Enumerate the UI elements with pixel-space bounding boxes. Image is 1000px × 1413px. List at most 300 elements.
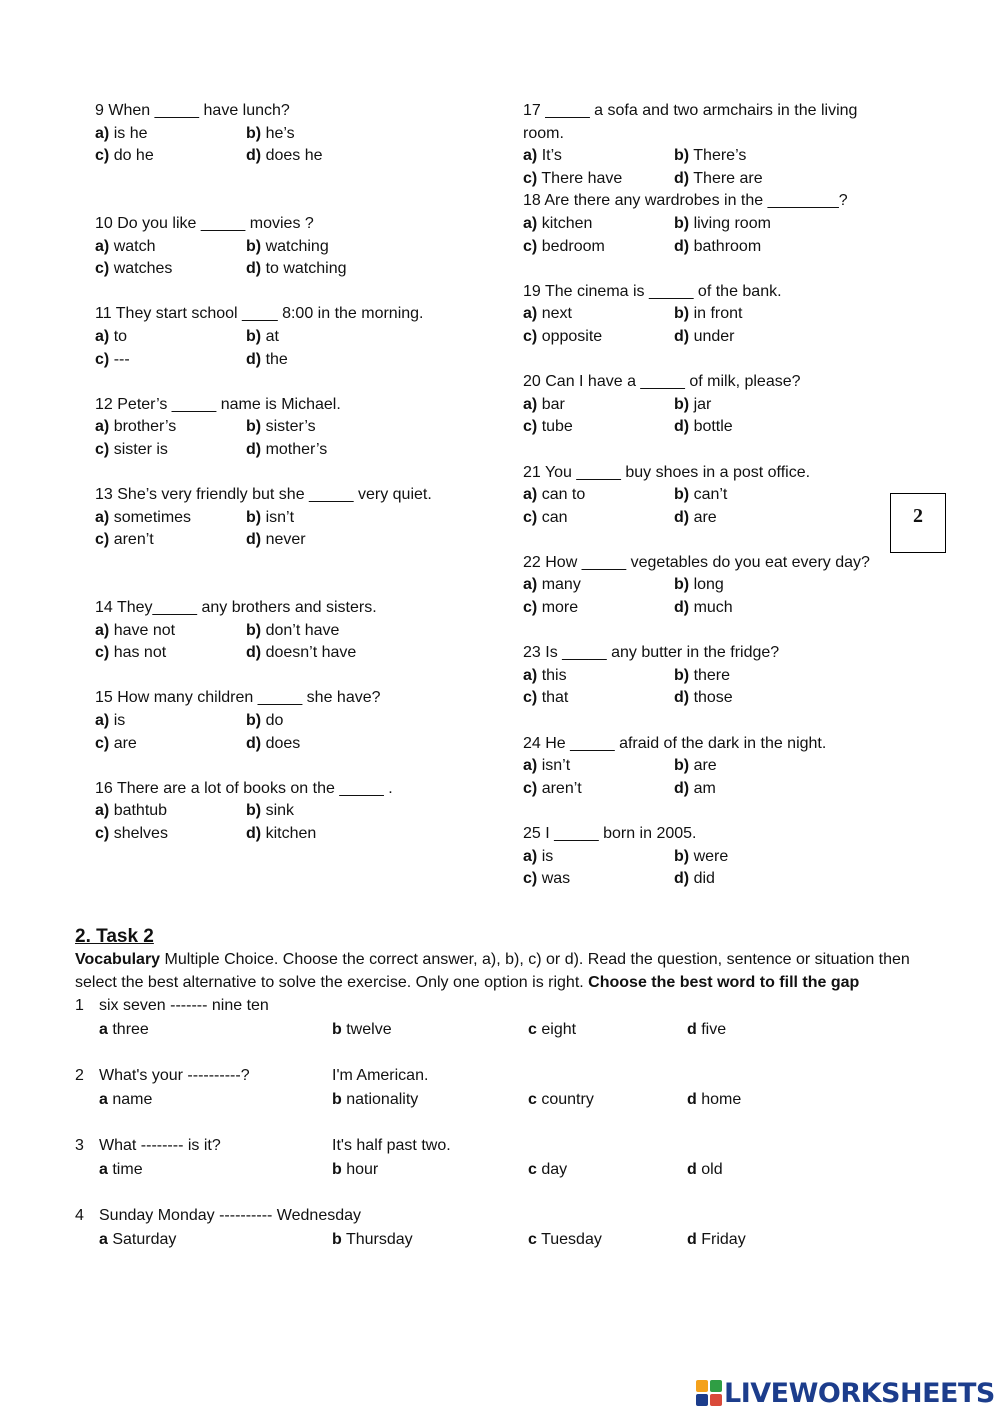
answer-option[interactable] bbox=[246, 507, 294, 530]
option-text: aren’t bbox=[541, 779, 582, 797]
option-letter: c) bbox=[95, 440, 110, 458]
option-letter: d) bbox=[246, 644, 262, 662]
answer-option[interactable] bbox=[523, 213, 592, 236]
question-text: 10 Do you like _____ movies ? bbox=[95, 214, 314, 232]
option-letter: d) bbox=[246, 531, 262, 549]
option-text: the bbox=[265, 350, 288, 368]
question-item bbox=[95, 100, 495, 213]
question-text: 11 They start school ____ 8:00 in the morning. bbox=[95, 305, 424, 323]
option-text: brother’s bbox=[113, 418, 177, 436]
option-text: under bbox=[693, 327, 735, 345]
option-text: sister’s bbox=[265, 418, 316, 436]
answer-option[interactable] bbox=[523, 687, 568, 710]
score-box bbox=[890, 493, 946, 553]
option-letter: a) bbox=[523, 757, 538, 775]
answer-option[interactable] bbox=[674, 213, 771, 236]
option-text: more bbox=[541, 599, 579, 617]
answer-option[interactable] bbox=[523, 868, 570, 891]
option-letter: a bbox=[99, 1161, 108, 1179]
answer-option[interactable] bbox=[523, 574, 581, 597]
spacer bbox=[523, 800, 893, 823]
option-letter: b) bbox=[674, 847, 690, 865]
option-letter: d) bbox=[246, 260, 262, 278]
answer-option[interactable] bbox=[523, 168, 622, 191]
option-letter: d) bbox=[246, 440, 262, 458]
answer-option[interactable] bbox=[523, 597, 578, 620]
option-text: is bbox=[541, 847, 554, 865]
option-text: home bbox=[701, 1091, 742, 1109]
option-letter: d) bbox=[246, 734, 262, 752]
option-text: sink bbox=[265, 802, 295, 820]
question-text-continued: room. bbox=[523, 124, 564, 142]
option-text: bedroom bbox=[541, 237, 605, 255]
option-letter: d) bbox=[674, 418, 690, 436]
option-row bbox=[523, 665, 893, 688]
vocabulary-option[interactable] bbox=[528, 1088, 594, 1112]
option-row bbox=[95, 416, 495, 439]
answer-option[interactable] bbox=[674, 416, 733, 439]
option-row bbox=[95, 733, 495, 756]
vocabulary-options-row bbox=[75, 1088, 935, 1112]
answer-option[interactable] bbox=[523, 303, 572, 326]
option-text: are bbox=[693, 757, 717, 775]
answer-option[interactable] bbox=[95, 145, 154, 168]
option-letter: a bbox=[99, 1231, 108, 1249]
option-letter: a) bbox=[95, 327, 110, 345]
vocabulary-option[interactable] bbox=[528, 1228, 602, 1252]
answer-option[interactable] bbox=[246, 258, 347, 281]
spacer bbox=[95, 168, 495, 191]
question-text: 21 You _____ buy shoes in a post office. bbox=[523, 463, 811, 481]
option-letter: c bbox=[528, 1231, 537, 1249]
option-text: does he bbox=[265, 147, 323, 165]
option-letter: c bbox=[528, 1091, 537, 1109]
option-letter: c) bbox=[95, 825, 110, 842]
option-letter: c) bbox=[95, 644, 110, 662]
answer-option[interactable] bbox=[95, 326, 127, 349]
vocabulary-item bbox=[75, 1064, 935, 1112]
spacer bbox=[95, 755, 495, 778]
option-text: in front bbox=[693, 305, 743, 323]
option-letter: a) bbox=[523, 576, 538, 594]
answer-option[interactable] bbox=[95, 529, 154, 552]
option-text: day bbox=[541, 1161, 568, 1179]
task2-title: 2. Task 2 bbox=[75, 926, 154, 947]
answer-option[interactable] bbox=[246, 642, 356, 665]
option-letter: c) bbox=[523, 169, 538, 187]
option-text: twelve bbox=[346, 1021, 392, 1039]
option-letter: c) bbox=[523, 870, 538, 888]
logo-tile-icon bbox=[696, 1380, 708, 1392]
instruction-bold-start: Vocabulary bbox=[75, 951, 161, 968]
logo-icon bbox=[696, 1380, 722, 1406]
answer-option[interactable] bbox=[523, 484, 585, 507]
answer-option[interactable] bbox=[95, 439, 168, 462]
answer-option[interactable] bbox=[95, 349, 130, 372]
option-letter: b) bbox=[246, 621, 262, 639]
option-text: bottle bbox=[693, 418, 733, 436]
option-letter: a) bbox=[95, 802, 110, 820]
answer-option[interactable] bbox=[523, 145, 562, 168]
vocabulary-option[interactable] bbox=[99, 1228, 176, 1252]
question-item bbox=[95, 687, 495, 777]
option-text: am bbox=[693, 779, 716, 797]
option-text: name bbox=[112, 1091, 153, 1109]
option-row bbox=[523, 303, 893, 326]
question-item bbox=[523, 281, 893, 371]
question-item bbox=[523, 371, 893, 461]
option-text: he’s bbox=[265, 124, 295, 142]
question-item bbox=[95, 394, 495, 484]
option-letter: d) bbox=[674, 599, 690, 617]
option-row bbox=[95, 326, 495, 349]
question-text: 12 Peter’s _____ name is Michael. bbox=[95, 395, 341, 413]
option-letter: b) bbox=[246, 418, 262, 436]
spacer bbox=[95, 371, 495, 394]
option-text: tube bbox=[541, 418, 573, 436]
question-text: 13 She’s very friendly but she _____ very quiet. bbox=[95, 486, 432, 504]
option-row bbox=[95, 439, 495, 462]
option-row bbox=[523, 484, 893, 507]
option-letter: a) bbox=[523, 147, 538, 165]
option-text: is he bbox=[113, 124, 148, 142]
answer-option[interactable] bbox=[674, 665, 730, 688]
option-text: bar bbox=[541, 395, 565, 413]
answer-option[interactable] bbox=[523, 326, 602, 349]
option-text: does bbox=[265, 734, 301, 752]
answer-option[interactable] bbox=[523, 236, 605, 259]
answer-option[interactable] bbox=[246, 326, 279, 349]
option-row bbox=[95, 823, 495, 846]
question-item bbox=[523, 552, 893, 642]
vocabulary-option[interactable] bbox=[528, 1018, 576, 1042]
answer-option[interactable] bbox=[674, 778, 716, 801]
vocabulary-option[interactable] bbox=[528, 1158, 567, 1182]
option-text: many bbox=[541, 576, 581, 594]
answer-option[interactable] bbox=[95, 416, 176, 439]
option-text: There’s bbox=[693, 147, 747, 165]
option-text: living room bbox=[693, 214, 771, 232]
option-text: kitchen bbox=[265, 825, 317, 842]
option-text: opposite bbox=[541, 327, 603, 345]
vocabulary-option[interactable] bbox=[99, 1018, 149, 1042]
option-text: to bbox=[113, 327, 128, 345]
answer-option[interactable] bbox=[246, 800, 294, 823]
vocabulary-option[interactable] bbox=[99, 1088, 152, 1112]
vocabulary-question-row bbox=[75, 994, 935, 1018]
option-letter: d bbox=[687, 1231, 697, 1249]
question-item bbox=[523, 733, 893, 823]
vocabulary-item bbox=[75, 994, 935, 1042]
answer-option[interactable] bbox=[674, 145, 746, 168]
option-text: sister is bbox=[113, 440, 168, 458]
vocabulary-question-row bbox=[75, 1134, 935, 1158]
option-text: those bbox=[693, 689, 733, 707]
instruction-bold-end: Choose the best word to fill the gap bbox=[588, 973, 860, 991]
question-text: 23 Is _____ any butter in the fridge? bbox=[523, 644, 780, 662]
option-letter: c) bbox=[95, 147, 110, 165]
answer-option[interactable] bbox=[674, 236, 761, 259]
vocabulary-question-row bbox=[75, 1064, 935, 1088]
answer-option[interactable] bbox=[674, 597, 733, 620]
spacer bbox=[523, 258, 893, 281]
vocabulary-options-row bbox=[75, 1018, 935, 1042]
question-text: 15 How many children _____ she have? bbox=[95, 689, 381, 707]
answer-option[interactable] bbox=[523, 755, 570, 778]
task2-instructions bbox=[75, 949, 935, 994]
answer-option[interactable] bbox=[674, 507, 717, 530]
option-letter: a) bbox=[95, 124, 110, 142]
vocabulary-option[interactable] bbox=[332, 1228, 413, 1252]
option-text: --- bbox=[113, 350, 130, 368]
option-text: that bbox=[541, 689, 569, 707]
option-text: watch bbox=[113, 237, 156, 255]
option-letter: b) bbox=[246, 802, 262, 820]
option-letter: c) bbox=[523, 327, 538, 345]
logo-text: LIVEWORKSHEETS bbox=[724, 1377, 995, 1409]
spacer bbox=[523, 349, 893, 372]
option-letter: a) bbox=[95, 418, 110, 436]
answer-option[interactable] bbox=[674, 303, 742, 326]
option-text: aren’t bbox=[113, 531, 154, 549]
option-letter: a) bbox=[95, 712, 110, 730]
option-row bbox=[523, 687, 893, 710]
answer-option[interactable] bbox=[674, 394, 711, 417]
option-text: doesn’t have bbox=[265, 644, 357, 662]
option-text: do bbox=[265, 712, 284, 730]
answer-option[interactable] bbox=[246, 733, 300, 756]
question-text: 16 There are a lot of books on the _____ . bbox=[95, 779, 393, 797]
option-row bbox=[95, 710, 495, 733]
question-item bbox=[95, 484, 495, 597]
option-letter: d bbox=[687, 1021, 697, 1039]
option-letter: b) bbox=[674, 666, 690, 684]
answer-option[interactable] bbox=[523, 846, 553, 869]
option-letter: d) bbox=[674, 779, 690, 797]
option-letter: a bbox=[99, 1021, 108, 1039]
vocabulary-option[interactable] bbox=[687, 1018, 726, 1042]
answer-option[interactable] bbox=[674, 755, 717, 778]
spacer bbox=[95, 552, 495, 575]
option-letter: c) bbox=[523, 418, 538, 436]
option-letter: d) bbox=[674, 870, 690, 888]
vocabulary-list bbox=[75, 994, 935, 1252]
question-text: 17 _____ a sofa and two armchairs in the living bbox=[523, 102, 858, 119]
vocabulary-option[interactable] bbox=[687, 1158, 723, 1182]
option-row bbox=[95, 145, 495, 168]
vocabulary-option[interactable] bbox=[332, 1018, 392, 1042]
option-text: was bbox=[541, 870, 571, 888]
option-text: don’t have bbox=[265, 621, 340, 639]
answer-option[interactable] bbox=[674, 574, 724, 597]
question-text: 19 The cinema is _____ of the bank. bbox=[523, 282, 782, 300]
option-letter: d bbox=[687, 1091, 697, 1109]
vocabulary-options-row bbox=[75, 1158, 935, 1182]
option-text: much bbox=[693, 599, 733, 617]
option-letter: c) bbox=[95, 350, 110, 368]
vocabulary-option[interactable] bbox=[99, 1158, 143, 1182]
answer-option[interactable] bbox=[674, 687, 733, 710]
question-item bbox=[95, 778, 495, 846]
option-text: never bbox=[265, 531, 306, 549]
option-letter: c) bbox=[523, 689, 538, 707]
answer-option[interactable] bbox=[674, 326, 734, 349]
answer-option[interactable] bbox=[246, 349, 288, 372]
option-text: Tuesday bbox=[541, 1231, 602, 1249]
option-row bbox=[95, 258, 495, 281]
option-letter: c) bbox=[95, 734, 110, 752]
question-text: 22 How _____ vegetables do you eat every day? bbox=[523, 553, 870, 571]
vocabulary-option[interactable] bbox=[687, 1228, 746, 1252]
answer-option[interactable] bbox=[246, 710, 283, 733]
answer-option[interactable] bbox=[674, 168, 763, 191]
option-row bbox=[95, 349, 495, 372]
option-text: are bbox=[113, 734, 137, 752]
answer-option[interactable] bbox=[95, 258, 172, 281]
option-letter: d) bbox=[674, 169, 690, 187]
answer-option[interactable] bbox=[95, 507, 191, 530]
option-text: isn’t bbox=[541, 757, 571, 775]
answer-option[interactable] bbox=[523, 778, 582, 801]
option-row bbox=[95, 800, 495, 823]
option-letter: b) bbox=[246, 124, 262, 142]
answer-option[interactable] bbox=[95, 642, 166, 665]
answer-option[interactable] bbox=[523, 507, 567, 530]
answer-option[interactable] bbox=[246, 439, 327, 462]
option-text: at bbox=[265, 327, 279, 345]
option-text: five bbox=[701, 1021, 727, 1039]
answer-option[interactable] bbox=[246, 620, 339, 643]
answer-option[interactable] bbox=[95, 123, 147, 146]
option-row bbox=[523, 778, 893, 801]
answer-option[interactable] bbox=[95, 823, 168, 846]
option-letter: a) bbox=[523, 214, 538, 232]
item-question: What's your ----------? bbox=[99, 1067, 250, 1085]
answer-option[interactable] bbox=[95, 620, 175, 643]
score-value: 2 bbox=[913, 505, 923, 527]
spacer bbox=[523, 529, 893, 552]
option-text: eight bbox=[541, 1021, 577, 1039]
answer-option[interactable] bbox=[246, 123, 295, 146]
option-text: has not bbox=[113, 644, 167, 662]
option-letter: b bbox=[332, 1231, 342, 1249]
answer-option[interactable] bbox=[246, 236, 329, 259]
option-text: bathroom bbox=[693, 237, 762, 255]
item-number: 2 bbox=[75, 1067, 84, 1085]
option-row bbox=[523, 507, 893, 530]
option-letter: a) bbox=[523, 666, 538, 684]
option-letter: c bbox=[528, 1021, 537, 1039]
option-letter: c) bbox=[95, 260, 110, 278]
option-row bbox=[523, 326, 893, 349]
option-text: can’t bbox=[693, 486, 728, 504]
option-letter: d) bbox=[674, 327, 690, 345]
option-text: country bbox=[541, 1091, 594, 1109]
option-letter: b bbox=[332, 1091, 342, 1109]
question-item bbox=[523, 823, 893, 891]
option-row bbox=[95, 620, 495, 643]
logo-tile-icon bbox=[710, 1394, 722, 1406]
option-letter: a) bbox=[95, 237, 110, 255]
answer-option[interactable] bbox=[95, 733, 137, 756]
vocabulary-item bbox=[75, 1134, 935, 1182]
instruction-text: Multiple Choice. Choose the correct answer, a), b), c) or d). Read the question, sentence or situation then select the best alternative to solve the exercise. Only one option is right. bbox=[75, 951, 910, 991]
option-text: next bbox=[541, 305, 572, 323]
option-text: watches bbox=[113, 260, 173, 278]
spacer bbox=[95, 281, 495, 304]
question-item bbox=[523, 190, 893, 280]
option-row bbox=[95, 123, 495, 146]
answer-option[interactable] bbox=[246, 823, 316, 846]
option-letter: b bbox=[332, 1161, 342, 1179]
option-letter: d) bbox=[246, 147, 262, 165]
spacer bbox=[95, 665, 495, 688]
answer-option[interactable] bbox=[523, 394, 565, 417]
item-response: I'm American. bbox=[332, 1067, 429, 1085]
answer-option[interactable] bbox=[95, 800, 167, 823]
option-letter: b) bbox=[674, 305, 690, 323]
option-text: to watching bbox=[265, 260, 347, 278]
answer-option[interactable] bbox=[95, 710, 125, 733]
option-letter: a) bbox=[523, 847, 538, 865]
option-letter: c) bbox=[523, 599, 538, 617]
answer-option[interactable] bbox=[246, 145, 323, 168]
vocabulary-option[interactable] bbox=[332, 1088, 418, 1112]
option-row bbox=[523, 236, 893, 259]
option-text: long bbox=[693, 576, 724, 594]
option-row bbox=[523, 597, 893, 620]
option-letter: a) bbox=[95, 621, 110, 639]
option-text: have not bbox=[113, 621, 176, 639]
option-text: can bbox=[541, 508, 568, 526]
option-letter: c) bbox=[523, 779, 538, 797]
answer-option[interactable] bbox=[523, 416, 573, 439]
answer-option[interactable] bbox=[246, 416, 316, 439]
option-text: did bbox=[693, 870, 715, 888]
answer-option[interactable] bbox=[674, 484, 727, 507]
item-number: 1 bbox=[75, 997, 84, 1015]
option-row bbox=[95, 642, 495, 665]
option-text: There are bbox=[693, 169, 763, 187]
option-text: are bbox=[693, 508, 717, 526]
answer-option[interactable] bbox=[523, 665, 567, 688]
answer-option[interactable] bbox=[674, 868, 715, 891]
right-question-column bbox=[523, 100, 893, 891]
option-row bbox=[523, 868, 893, 891]
question-item bbox=[95, 303, 495, 393]
option-text: hour bbox=[346, 1161, 379, 1179]
option-letter: a) bbox=[523, 305, 538, 323]
left-question-column bbox=[95, 100, 495, 846]
option-letter: a bbox=[99, 1091, 108, 1109]
vocabulary-option[interactable] bbox=[332, 1158, 378, 1182]
option-text: It’s bbox=[541, 147, 562, 165]
option-row bbox=[523, 574, 893, 597]
option-text: Saturday bbox=[112, 1231, 177, 1249]
option-text: isn’t bbox=[265, 508, 295, 526]
answer-option[interactable] bbox=[95, 236, 155, 259]
answer-option[interactable] bbox=[246, 529, 306, 552]
question-text: 18 Are there any wardrobes in the ________? bbox=[523, 192, 848, 210]
answer-option[interactable] bbox=[674, 846, 728, 869]
vocabulary-option[interactable] bbox=[687, 1088, 741, 1112]
option-row bbox=[523, 145, 893, 168]
option-letter: b) bbox=[674, 576, 690, 594]
option-letter: d bbox=[687, 1161, 697, 1179]
question-text: 9 When _____ have lunch? bbox=[95, 102, 290, 119]
option-letter: b) bbox=[246, 327, 262, 345]
option-letter: a) bbox=[95, 508, 110, 526]
